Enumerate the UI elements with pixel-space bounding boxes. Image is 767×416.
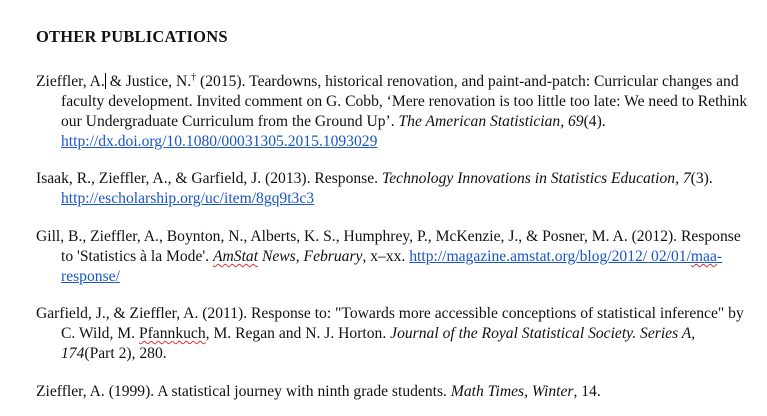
- entry-text-tail: (3).: [690, 170, 713, 188]
- amstat-link-misspelled[interactable]: maa: [690, 247, 717, 265]
- journal-name: Technology Innovations in Statistics Education, 7: [381, 170, 691, 188]
- entry-text-tail: , x–xx.: [362, 247, 410, 265]
- journal-name: Journal of the Royal Statistical Society. Series A, 174: [61, 325, 696, 362]
- entry-text-tail: , 14.: [573, 382, 601, 400]
- entry-text: Isaak, R., Zieffler, A., & Garfield, J. (2013). Response.: [36, 170, 382, 188]
- publication-entry: [36, 68, 751, 151]
- entry-text-tail: (4).: [583, 112, 606, 130]
- journal-name: Math Times, Winter: [450, 382, 574, 400]
- entry-authors-cont: & Justice, N.: [105, 73, 192, 91]
- doi-link[interactable]: http://dx.doi.org/10.1080/00031305.2015.1093029: [61, 132, 378, 150]
- escholarship-link[interactable]: http://escholarship.org/uc/item/8gq9t3c3: [61, 190, 315, 208]
- journal-name-misspelled: AmStat: [213, 247, 259, 265]
- amstat-link-part[interactable]: http://magazine.amstat.org/blog/2012/ 02/01/: [409, 247, 691, 265]
- misspelled-name: Pfannkuch: [138, 325, 206, 343]
- entry-text-mid: , M. Regan and N. J. Horton.: [205, 325, 391, 343]
- journal-name: The American Statistician, 69: [398, 112, 584, 130]
- entry-text: (2015). Teardowns, historical renovation, and paint-and-patch: Curricular changes and faculty development. Invited comment on G. Cobb, ‘Mere renovation is too little too late: We need to Rethink our Undergraduate Curriculum from the Ground Up’.: [61, 73, 748, 130]
- entry-text: Garfield, J., & Zieffler, A. (2011). Response to: "Towards more accessible conceptions of statistical inference" by C. Wild, M.: [36, 305, 744, 343]
- dagger-mark: †: [191, 72, 197, 83]
- publication-entry: [36, 304, 751, 363]
- entry-text: Zieffler, A. (1999). A statistical journey with ninth grade students.: [36, 382, 451, 400]
- publication-entry: [36, 169, 751, 209]
- amstat-link-end[interactable]: -response/: [61, 247, 723, 285]
- publication-entry: [36, 382, 751, 402]
- entry-authors: Zieffler, A.: [36, 73, 105, 91]
- entry-text: Gill, B., Zieffler, A., Boynton, N., Alberts, K. S., Humphrey, P., McKenzie, J., & Posner, M. A. (2012). Response to 'Statistics à la Mode'.: [36, 227, 741, 265]
- section-heading: OTHER PUBLICATIONS: [36, 27, 228, 46]
- document-page: [36, 27, 751, 402]
- entry-text-tail: (Part 2), 280.: [84, 344, 167, 362]
- journal-name-cont: News, February: [258, 247, 363, 265]
- publication-entry: [36, 227, 751, 286]
